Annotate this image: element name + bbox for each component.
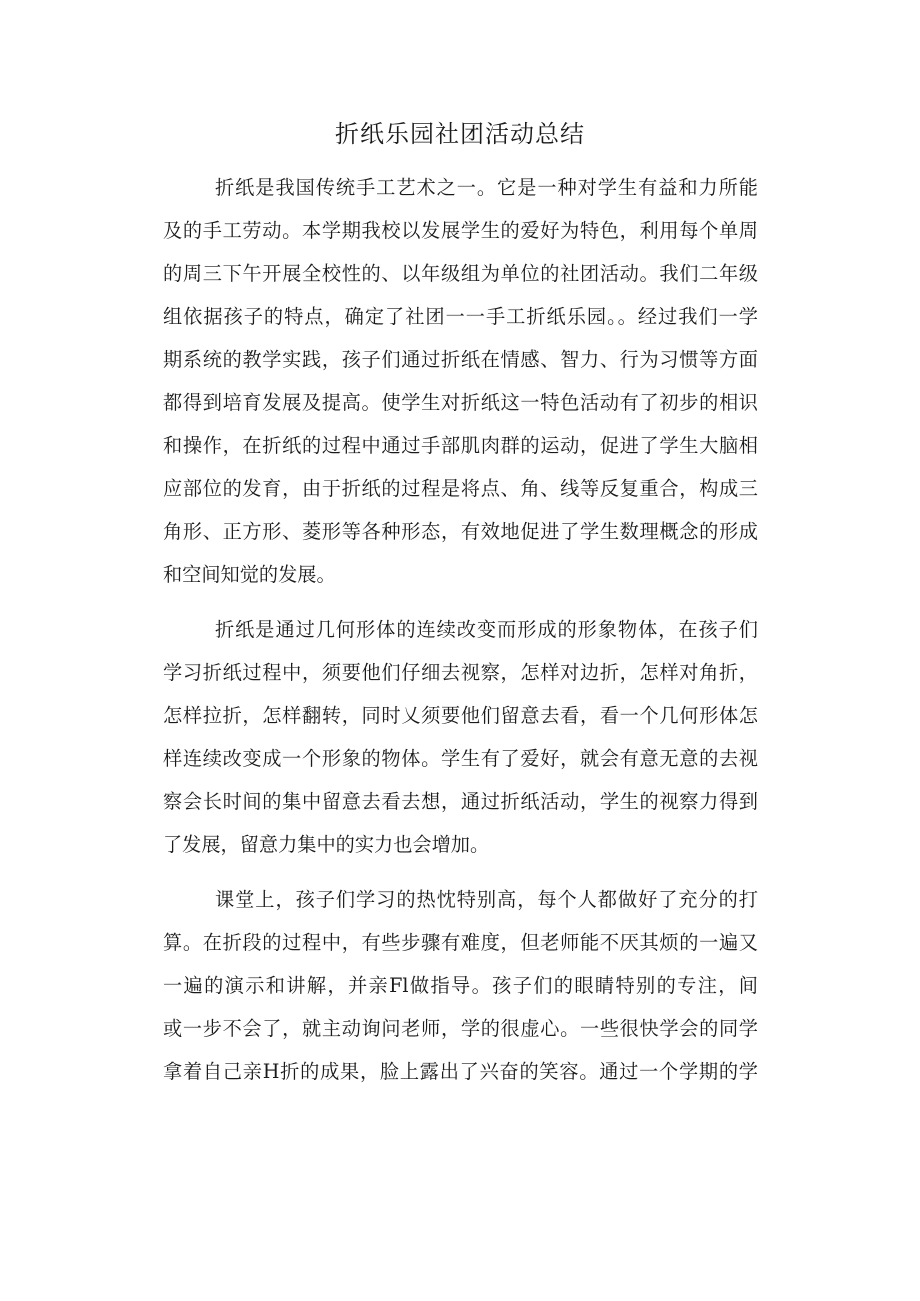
paragraph-1-line-5: 期系统的教学实践，孩子们通过折纸在情感、智力、行为习惯等方面 [163, 348, 758, 371]
paragraph-3-line-1: 课堂上，孩子们学习的热忱特别高，每个人都做好了充分的打 [215, 888, 758, 911]
paragraph-spacer [163, 866, 758, 878]
paragraph-1-line-2: 及的手工劳动。本学期我校以发展学生的爱好为特色，利用每个单周 [163, 219, 758, 242]
paragraph-2-line-5: 察会长时间的集中留意去看去想，通过折纸活动，学生的视察力得到 [163, 790, 758, 813]
paragraph-3-line-4: 或一步不会了，就主动询问老师，学的很虚心。一些很快学会的同学 [163, 1017, 758, 1040]
paragraph-1-line-1: 折纸是我国传统手工艺术之一。它是一种对学生有益和力所能 [215, 176, 758, 199]
document-title: 折纸乐园社团活动总结 [335, 120, 585, 148]
paragraph-2-line-4: 样连续改变成一个形象的物体。学生有了爱好，就会有意无意的去视 [163, 747, 758, 770]
paragraph-1-line-10: 和空间知觉的发展。 [163, 563, 336, 586]
paragraph-3-line-2: 算。在折段的过程中，有些步骤有难度，但老师能不厌其烦的一遍又 [163, 931, 758, 954]
paragraph-1-line-6: 都得到培育发展及提高。使学生对折纸这一特色活动有了初步的相识 [163, 391, 758, 414]
paragraph-2-line-3: 怎样拉折，怎样翻转，同时乂须要他们留意去看，看一个几何形体怎 [163, 704, 758, 727]
paragraph-3-line-3: 一遍的演示和讲解，并亲Fl做指导。孩子们的眼睛特别的专注，间 [163, 974, 758, 997]
document-body [163, 166, 758, 1093]
paragraph-spacer [163, 596, 758, 608]
paragraph-1-line-4: 组依据孩子的特点，确定了社团一一手工折纸乐园。。经过我们一学 [163, 305, 758, 328]
paragraph-1-line-8: 应部位的发育，由于折纸的过程是将点、角、线等反复重合，构成三 [163, 477, 758, 500]
paragraph-1-line-9: 角形、正方形、菱形等各种形态，有效地促进了学生数理概念的形成 [163, 520, 758, 543]
paragraph-2-line-2: 学习折纸过程中，须要他们仔细去视察，怎样对边折，怎样对角折， [163, 661, 758, 684]
paragraph-2-line-1: 折纸是通过几何形体的连续改变而形成的形象物体，在孩子们 [215, 618, 758, 641]
paragraph-2-line-6: 了发展，留意力集中的实力也会增加。 [163, 833, 490, 856]
paragraph-1-line-3: 的周三下午开展全校性的、以年级组为单位的社团活动。我们二年级 [163, 262, 758, 285]
paragraph-3-line-5: 拿着自己亲H折的成果，脸上露出了兴奋的笑容。通过一个学期的学 [163, 1060, 758, 1083]
paragraph-1-line-7: 和操作，在折纸的过程中通过手部肌肉群的运动，促进了学生大脑相 [163, 434, 758, 457]
